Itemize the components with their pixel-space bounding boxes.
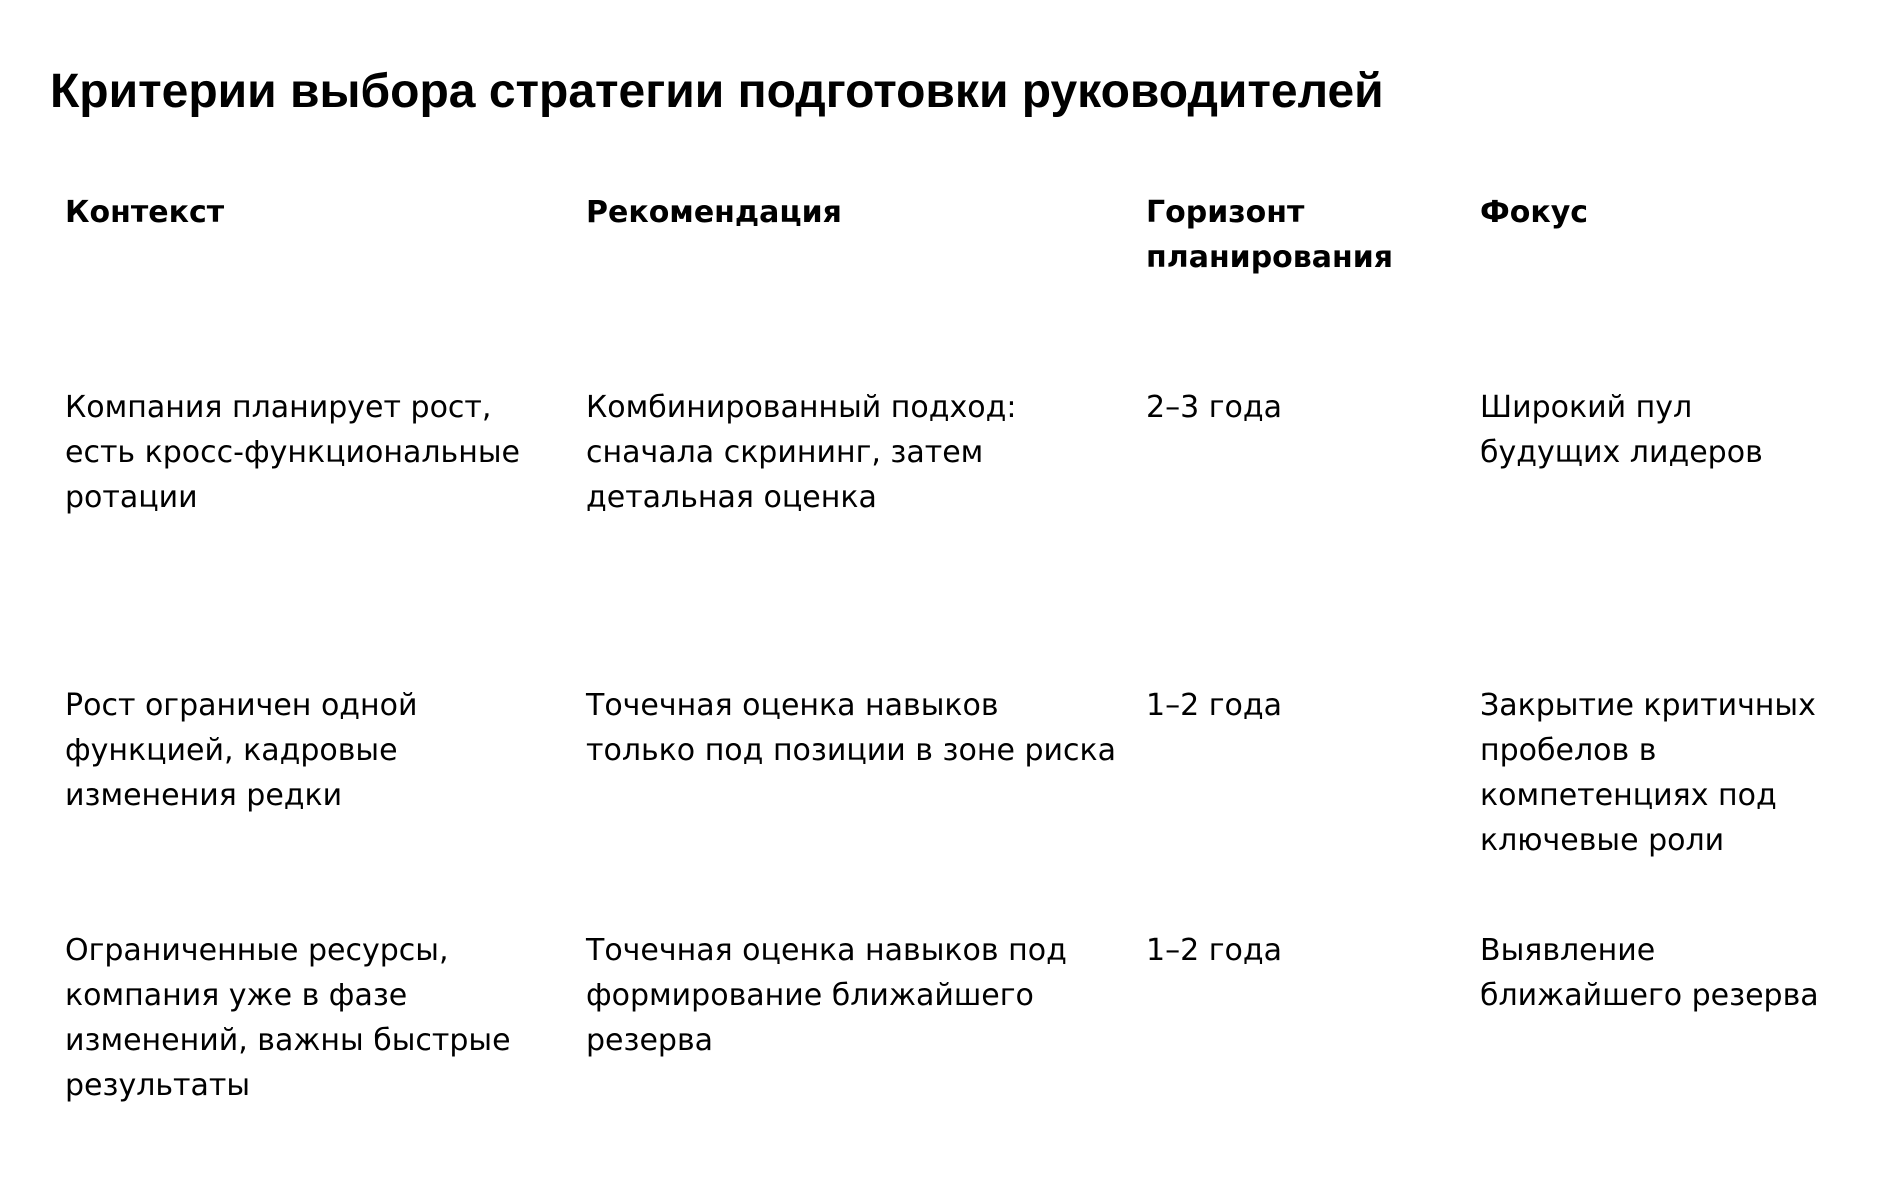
row-3-focus: Выявление ближайшего резерва xyxy=(1480,933,1819,1013)
row-1-horizon: 2–3 года xyxy=(1146,390,1282,425)
row-3-recommendation: Точечная оценка навыков под формирование ближайшего резерва xyxy=(586,933,1067,1058)
header-focus: Фокус xyxy=(1480,195,1589,230)
row-2-context: Рост ограничен одной функцией, кадровые изменения редки xyxy=(65,688,418,813)
row-2-focus: Закрытие критичных пробелов в компетенциях под ключевые роли xyxy=(1480,688,1816,858)
header-horizon: Горизонт планирования xyxy=(1146,195,1394,275)
row-1-focus: Широкий пул будущих лидеров xyxy=(1480,390,1763,470)
header-recommendation: Рекомендация xyxy=(586,195,842,230)
row-1-context: Компания планирует рост, есть кросс-функциональные ротации xyxy=(65,390,520,515)
page-title: Критерии выбора стратегии подготовки руководителей xyxy=(50,65,1384,118)
row-1-recommendation: Комбинированный подход: сначала скрининг, затем детальная оценка xyxy=(586,390,1017,515)
row-3-context: Ограниченные ресурсы, компания уже в фазе изменений, важны быстрые результаты xyxy=(65,933,511,1103)
row-3-horizon: 1–2 года xyxy=(1146,933,1282,968)
row-2-recommendation: Точечная оценка навыков только под позиции в зоне риска xyxy=(586,688,1116,768)
row-2-horizon: 1–2 года xyxy=(1146,688,1282,723)
header-context: Контекст xyxy=(65,195,225,230)
